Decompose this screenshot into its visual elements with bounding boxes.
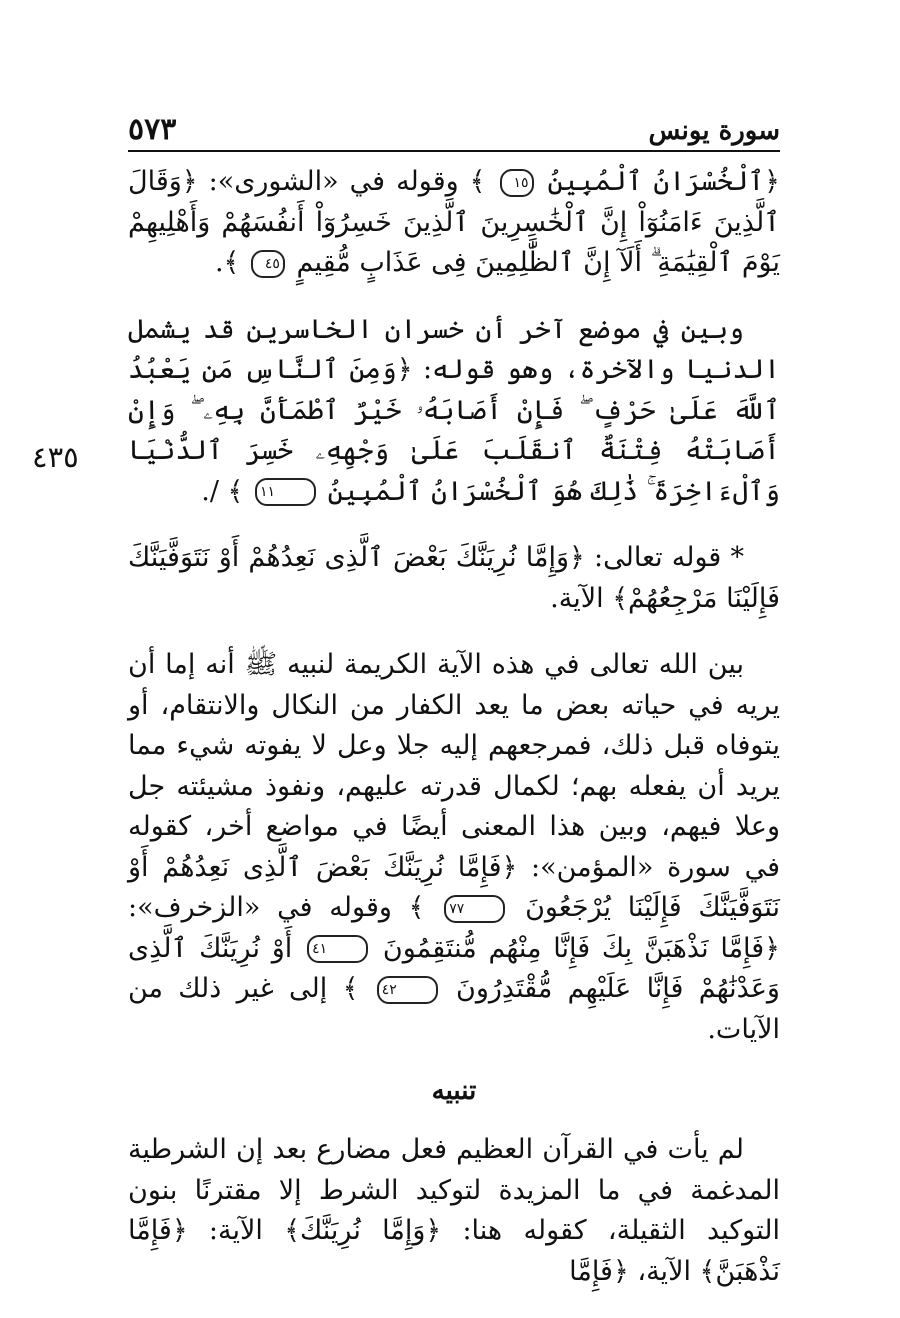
paragraph-4 (128, 645, 780, 1050)
paragraph-2 (128, 310, 780, 513)
original-edition-page-number: ٤٣٥ (32, 440, 79, 474)
section-title: تنبيه (431, 1076, 477, 1106)
text-span: ﴾ وقوله في «الشورى»: ﴿وَقَالَ ٱلَّذِينَ ءَامَنُوٓاْ إِنَّ ٱلْخَٰسِرِينَ ٱلَّذِينَ خَسِرُوٓاْ أَنفُسَهُمْ وَأَهْلِيهِمْ يَوْمَ ٱلْقِيَٰمَةِ ۗ أَلَآ إِنَّ ٱلظَّٰلِمِينَ فِى عَذَابٍ مُّقِيمٍ (128, 166, 780, 278)
text-span: ﴾ /. (201, 475, 244, 507)
text-span: بين الله تعالى في هذه الآية الكريمة لنبيه ﷺ أنه إما أن يريه في حياته بعض ما يعد الكفار من النكال والانتقام، أو يتوفاه قبل ذلك، فمرجعهم إليه جلا وعل لا يفوته شيء مما يريد أن يفعله بهم؛ لكمال قدرته عليهم، ونفوذ مشيئته جل وعلا فيهم، وبين هذا المعنى أيضًا في مواضع أخر، كقوله في سورة «المؤمن»: ﴿فَإِمَّا نُرِيَنَّكَ بَعْضَ ٱلَّذِى نَعِدُهُمْ أَوْ نَتَوَفَّيَنَّكَ فَإِلَيْنَا يُرْجَعُونَ (128, 649, 780, 923)
paragraph-1 (128, 162, 780, 284)
surah-name: سورة يونس (648, 116, 780, 146)
text-span: ﴾. (214, 247, 240, 278)
ayah-number-marker: ٤١ (307, 935, 368, 963)
ayah-number-marker: ١١ (255, 478, 316, 506)
paragraph-3 (128, 538, 780, 619)
text-span: ﴿ٱلْخُسْرَانُ ٱلْمُبِينُ (547, 166, 780, 197)
paragraph-5 (128, 1130, 780, 1292)
ayah-number-marker: ٤٥ (251, 250, 285, 278)
text-span: * قوله تعالى: ﴿وَإِمَّا نُرِيَنَّكَ بَعْضَ ٱلَّذِى نَعِدُهُمْ أَوْ نَتَوَفَّيَنَّكَ فَإِلَيْنَا مَرْجِعُهُمْ﴾ الآية. (128, 542, 780, 614)
ayah-number-marker: ١٥ (500, 169, 534, 197)
page-body (128, 162, 780, 1318)
ayah-number-marker: ٤٢ (377, 976, 438, 1004)
page-header (128, 110, 780, 152)
page-number: ٥٧٣ (128, 112, 177, 147)
ayah-number-marker: ٧٧ (444, 895, 505, 923)
text-span: لم يأت في القرآن العظيم فعل مضارع بعد إن الشرطية المدغمة في ما المزيدة لتوكيد الشرط إلا مقترنًا بنون التوكيد الثقيلة، كقوله هنا: ﴿وَإِمَّا نُرِيَنَّكَ﴾ الآية: ﴿فَإِمَّا نَذْهَبَنَّ﴾ الآية، ﴿فَإِمَّا (128, 1134, 780, 1287)
text-span: وبين في موضع آخر أن خسران الخاسرين قد يشمل الدنيا والآخرة، وهو قوله: ﴿وَمِنَ ٱلنَّاسِ مَن يَعْبُدُ ٱللَّهَ عَلَىٰ حَرْفٍ ۖ فَإِنْ أَصَابَهُۥ خَيْرٌ ٱطْمَأَنَّ بِهِۦ ۖ وَإِنْ أَصَابَتْهُ فِتْنَةٌ ٱنقَلَبَ عَلَىٰ وَجْهِهِۦ خَسِرَ ٱلدُّنْيَا وَٱلْءَاخِرَةَ ۚ ذَٰلِكَ هُوَ ٱلْخُسْرَانُ ٱلْمُبِينُ (128, 313, 780, 507)
text-span: ﴾ إلى غير ذلك من الآيات. (128, 973, 780, 1045)
text-span: ﴾ وقوله في «الزخرف»: ﴿فَإِمَّا نَذْهَبَنَّ بِكَ فَإِنَّا مِنْهُم مُّنتَقِمُونَ (128, 892, 780, 964)
text-span: أَوْ نُرِيَنَّكَ ٱلَّذِى وَعَدْنَٰهُمْ فَإِنَّا عَلَيْهِم مُّقْتَدِرُونَ (128, 932, 780, 1004)
